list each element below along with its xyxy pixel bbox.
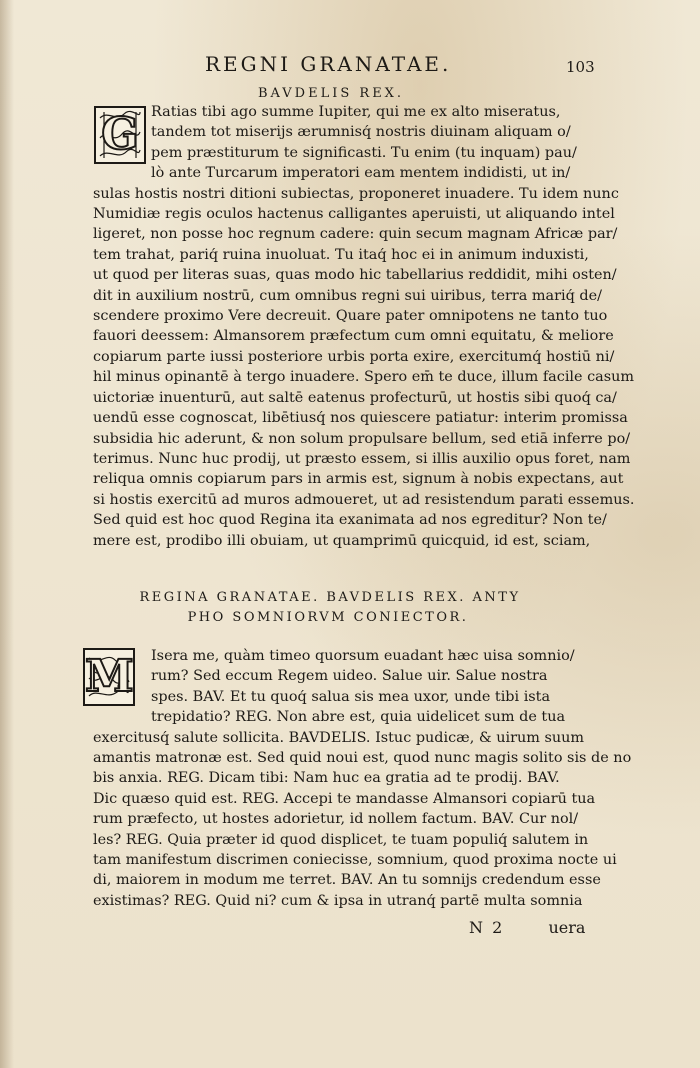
text-line: ligeret, non posse hoc regnum cadere: quin secum magnam Africæ par/ <box>93 226 618 243</box>
catchword-line <box>469 918 585 937</box>
text-line: tem trahat, pariq́ ruina inuoluat. Tu itaq́ hoc ei in animum induxisti, <box>93 246 589 263</box>
text-line: Ratias tibi ago summe Iupiter, qui me ex alto miseratus, <box>151 104 561 120</box>
text-line: rum præfecto, ut hostes adorietur, id nollem factum. BAV. Cur nol/ <box>93 811 579 828</box>
text-line: sulas hostis nostri ditioni subiectas, proponeret inuadere. Tu idem nunc <box>93 185 619 202</box>
text-line: uictoriæ inuenturū, aut saltē eatenus profecturū, ut hostis sibi quoq́ ca/ <box>93 389 617 406</box>
text-line: si hostis exercitū ad muros admoueret, ut ad resistendum parati essemus. <box>93 491 635 508</box>
page-gutter-shadow <box>0 0 14 1068</box>
text-line: Sed quid est hoc quod Regina ita exanimata ad nos egreditur? Non te/ <box>93 512 607 529</box>
catchword: uera <box>548 918 586 937</box>
initial-letter: G <box>101 109 139 160</box>
text-line: tandem tot miserijs ærumnisq́ nostris diuinam aliquam o/ <box>151 124 571 141</box>
text-block-2 <box>93 646 643 911</box>
text-line: uendū esse cognoscat, libētiusq́ nos quiescere patiatur: interim promissa <box>93 410 628 427</box>
text-line: pem præstiturum te significasti. Tu enim (tu inquam) pau/ <box>151 144 577 161</box>
text-block-1 <box>93 102 643 551</box>
text-line: amantis matronæ est. Sed quid noui est, quod nunc magis solito sis de no <box>93 750 632 767</box>
text-line: di, maiorem in modum me terret. BAV. An tu somnijs credendum esse <box>93 872 601 889</box>
text-line: Isera me, quàm timeo quorsum euadant hæc uisa somnio/ <box>151 648 575 664</box>
text-line: terimus. Nunc huc prodij, ut præsto essem, si illis auxilio opus foret, nam <box>93 450 631 467</box>
text-line: Numidiæ regis oculos hactenus calligantes aperuisti, ut aliquando intel <box>93 206 615 223</box>
text-line: spes. BAV. Et tu quoq́ salua sis mea uxor, unde tibi ista <box>151 688 551 705</box>
speaker-heading: BAVDELIS REX. <box>258 86 405 101</box>
signature-mark: N 2 <box>469 918 505 937</box>
text-line: existimas? REG. Quid ni? cum & ipsa in utranq́ partē multa somnia <box>93 892 583 909</box>
running-title: REGNI GRANATAE. <box>205 52 452 76</box>
text-line: hil minus opinantē à tergo inuadere. Spero em̄ te duce, illum facile casum <box>93 369 635 386</box>
text-line: tam manifestum discrimen coniecisse, somnium, quod proxima nocte ui <box>93 852 617 869</box>
section-heading-line-1: REGINA GRANATAE. BAVDELIS REX. ANTY <box>139 590 521 605</box>
text-line: reliqua omnis copiarum pars in armis est, signum à nobis expectans, aut <box>93 471 624 488</box>
initial-letter: M <box>85 651 134 702</box>
text-line: dit in auxilium nostrū, cum omnibus regni sui uiribus, terra mariq́ de/ <box>93 287 602 304</box>
section-heading-line-2: PHO SOMNIORVM CONIECTOR. <box>187 610 469 625</box>
text-line: subsidia hic aderunt, & non solum propulsare bellum, sed etiā inferre po/ <box>93 430 631 447</box>
text-line: les? REG. Quia præter id quod displicet, te tuam populiq́ salutem in <box>93 831 589 848</box>
text-line: trepidatio? REG. Non abre est, quia uidelicet sum de tua <box>151 709 566 726</box>
text-line: copiarum parte iussi posteriore urbis porta exire, exercitumq́ hostiū ni/ <box>93 348 615 365</box>
text-line: mere est, prodibo illi obuiam, ut quamprimū quicquid, id est, sciam, <box>93 532 591 549</box>
text-line: ut quod per literas suas, quas modo hic tabellarius reddidit, mihi osten/ <box>93 267 617 284</box>
text-line: Dic quæso quid est. REG. Accepi te mandasse Almansori copiarū tua <box>93 790 596 807</box>
text-line: rum? Sed eccum Regem uideo. Salue uir. Salue nostra <box>151 668 548 685</box>
text-line: exercitusq́ salute sollicita. BAVDELIS. Istuc pudicæ, & uirum suum <box>93 729 585 746</box>
text-line: lò ante Turcarum imperatori eam mentem indidisti, ut in/ <box>151 165 571 182</box>
text-line: fauori deessem: Almansorem præfectum cum omni equitatu, & meliore <box>93 328 614 345</box>
folio-number: 103 <box>566 58 595 76</box>
text-line: scendere proximo Vere decreuit. Quare pater omnipotens ne tanto tuo <box>93 308 608 325</box>
text-line: bis anxia. REG. Dicam tibi: Nam huc ea gratia ad te prodij. BAV. <box>93 770 560 787</box>
